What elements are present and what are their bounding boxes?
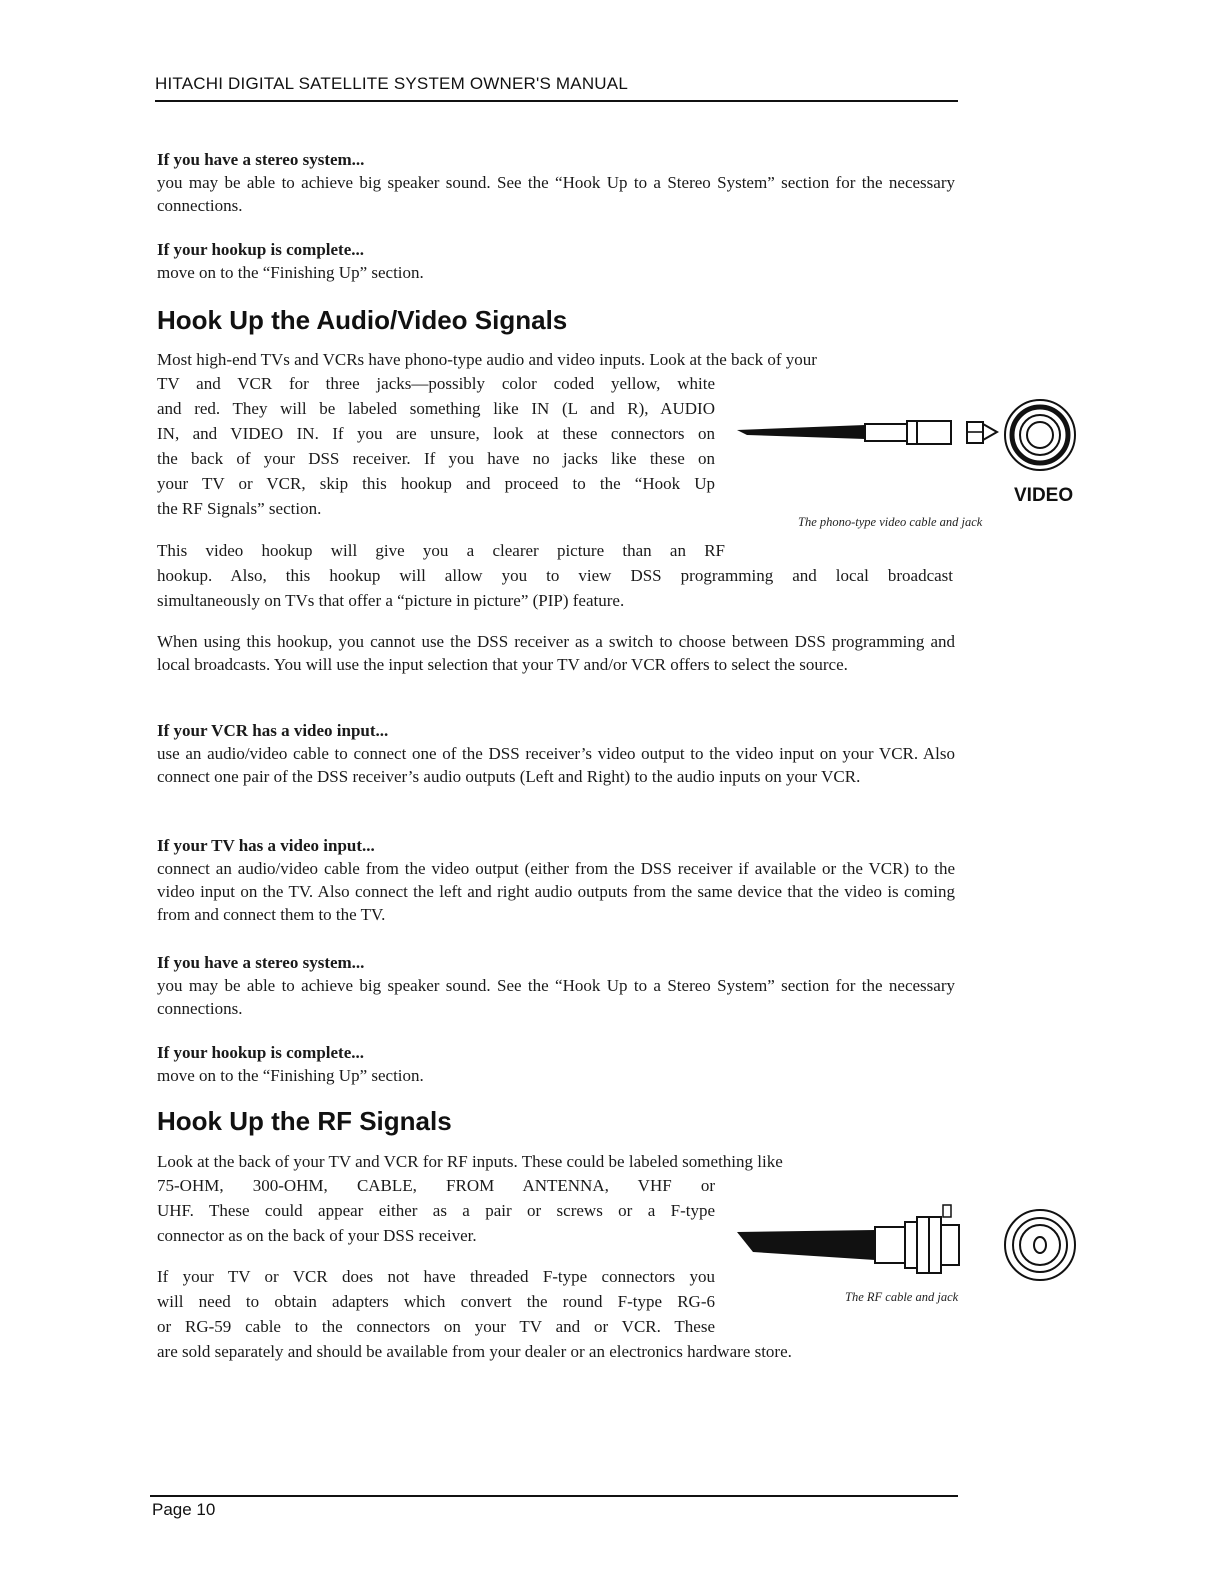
av-tv-lead: If your TV has a video input... [157, 836, 375, 855]
phono-cable-illustration [735, 395, 1095, 495]
rf-para1-line: Look at the back of your TV and VCR for RF inputs. These could be labeled something like [157, 1152, 783, 1171]
av-vcr-lead: If your VCR has a video input... [157, 721, 389, 740]
av-heading: Hook Up the Audio/Video Signals [157, 305, 568, 335]
phono-figure-caption: The phono-type video cable and jack [798, 515, 983, 529]
intro-complete-body: move on to the “Finishing Up” section. [157, 263, 424, 282]
av-para2-line: simultaneously on TVs that offer a “picture in picture” (PIP) feature. [157, 591, 625, 610]
av-complete [157, 1041, 955, 1087]
intro-complete [157, 238, 955, 284]
av-stereo [157, 951, 955, 1020]
av-para2-line: hookup. Also, this hookup will allow you to view DSS programming and local broadcast [157, 566, 953, 585]
av-para1-line: TV and VCR for three jacks—possibly color coded yellow, white [157, 374, 715, 393]
intro-stereo-body: you may be able to achieve big speaker sound. See the “Hook Up to a Stereo System” section for the necessary connections. [157, 173, 955, 215]
rf-para2-line: will need to obtain adapters which convert the round F-type RG-6 [157, 1292, 715, 1311]
page-number: Page 10 [152, 1500, 216, 1519]
av-complete-lead: If your hookup is complete... [157, 1043, 365, 1062]
av-para1-line: your TV or VCR, skip this hookup and proceed to the “Hook Up [157, 474, 715, 493]
rf-para1-line: UHF. These could appear either as a pair or screws or a F-type [157, 1201, 715, 1220]
av-vcr [157, 719, 955, 788]
page-header: HITACHI DIGITAL SATELLITE SYSTEM OWNER'S MANUAL [155, 74, 628, 93]
intro-complete-lead: If your hookup is complete... [157, 240, 365, 259]
av-para1-line: and red. They will be labeled something like IN (L and R), AUDIO [157, 399, 715, 418]
rf-para2-line: are sold separately and should be available from your dealer or an electronics hardware store. [157, 1342, 792, 1361]
rf-para2-line: or RG-59 cable to the connectors on your TV and or VCR. These [157, 1317, 715, 1336]
av-para3: When using this hookup, you cannot use the DSS receiver as a switch to choose between DSS programming and local broadcasts. You will use the input selection that your TV and/or VCR offers to select the source. [157, 632, 955, 674]
av-para1-line: Most high-end TVs and VCRs have phono-type audio and video inputs. Look at the back of your [157, 350, 817, 369]
header-rule [155, 100, 958, 102]
av-tv [157, 834, 955, 926]
footer-rule [150, 1495, 958, 1497]
intro-stereo-lead: If you have a stereo system... [157, 150, 365, 169]
av-vcr-body: use an audio/video cable to connect one of the DSS receiver’s video output to the video input on your VCR. Also connect one pair of the DSS receiver’s audio outputs (Left and Right) to the audio inputs on your VCR. [157, 744, 955, 786]
rf-para1-line: 75-OHM, 300-OHM, CABLE, FROM ANTENNA, VHF or [157, 1176, 715, 1195]
av-stereo-body: you may be able to achieve big speaker sound. See the “Hook Up to a Stereo System” section for the necessary connections. [157, 976, 955, 1018]
av-para2-line: This video hookup will give you a clearer picture than an RF [157, 541, 725, 560]
rf-heading: Hook Up the RF Signals [157, 1106, 452, 1136]
av-tv-body: connect an audio/video cable from the video output (either from the DSS receiver if available or the VCR) to the video input on the TV. Also connect the left and right audio outputs from the same device that the video is coming from and connect them to the TV. [157, 859, 955, 924]
av-para1-line: IN, and VIDEO IN. If you are unsure, look at these connectors on [157, 424, 715, 443]
av-para1-line: the back of your DSS receiver. If you have no jacks like these on [157, 449, 715, 468]
rf-figure-caption: The RF cable and jack [845, 1290, 959, 1304]
intro-stereo [157, 148, 955, 217]
rf-para2-line: If your TV or VCR does not have threaded F-type connectors you [157, 1267, 715, 1286]
rf-para1-line: connector as on the back of your DSS receiver. [157, 1226, 477, 1245]
av-complete-body: move on to the “Finishing Up” section. [157, 1066, 424, 1085]
video-jack-label: VIDEO [1014, 485, 1074, 506]
av-stereo-lead: If you have a stereo system... [157, 953, 365, 972]
av-para1-line: the RF Signals” section. [157, 499, 322, 518]
rf-cable-illustration [735, 1200, 1095, 1300]
